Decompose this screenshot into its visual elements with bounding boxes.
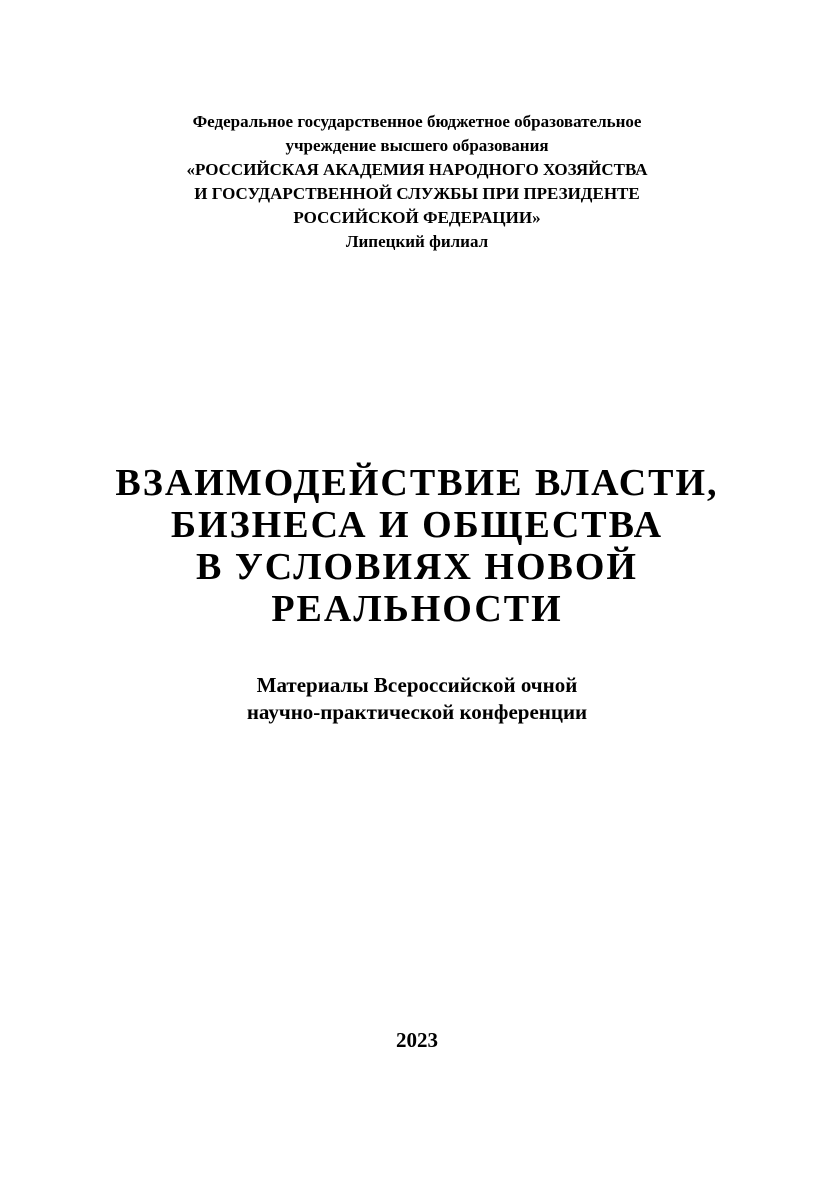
subtitle-line-1: Материалы Всероссийской очной <box>256 673 578 697</box>
institution-name-line-1: «РОССИЙСКАЯ АКАДЕМИЯ НАРОДНОГО ХОЗЯЙСТВА <box>186 160 648 179</box>
title-line-3: В УСЛОВИЯХ НОВОЙ <box>196 546 638 588</box>
subtitle-line-2: научно-практической конференции <box>246 700 588 724</box>
institution-line-2: учреждение высшего образования <box>285 136 549 155</box>
title-line-4: РЕАЛЬНОСТИ <box>271 588 563 630</box>
document-subtitle <box>0 672 834 726</box>
publication-year: 2023 <box>396 1028 438 1052</box>
institution-name-line-2: И ГОСУДАРСТВЕННОЙ СЛУЖБЫ ПРИ ПРЕЗИДЕНТЕ <box>194 184 640 203</box>
institution-header <box>0 110 834 254</box>
institution-line-1: Федеральное государственное бюджетное образовательное <box>192 112 642 131</box>
title-line-2: БИЗНЕСА И ОБЩЕСТВА <box>170 504 664 546</box>
title-line-1: ВЗАИМОДЕЙСТВИЕ ВЛАСТИ, <box>115 462 719 504</box>
branch-name: Липецкий филиал <box>345 232 489 251</box>
document-title <box>0 462 834 630</box>
institution-name-line-3: РОССИЙСКОЙ ФЕДЕРАЦИИ» <box>293 208 541 227</box>
